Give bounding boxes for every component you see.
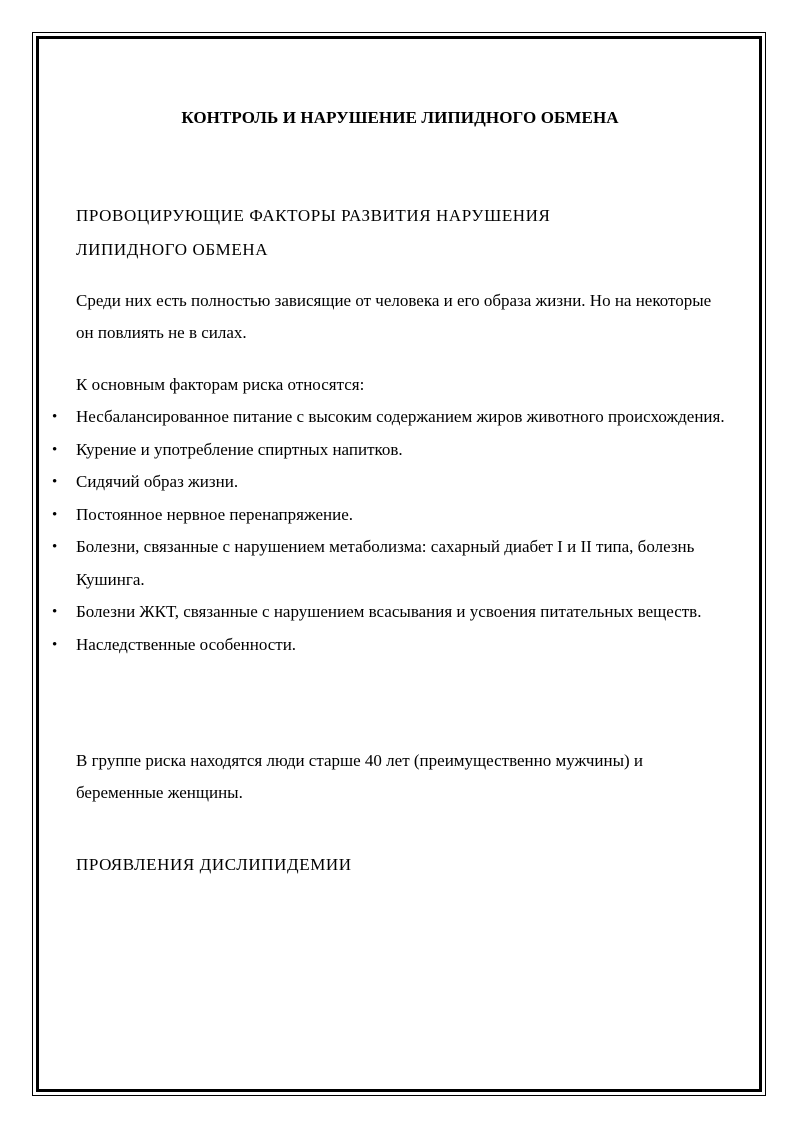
- list-item: [0, 434, 726, 467]
- section-heading-dyslipidemia: ПРОЯВЛЕНИЯ ДИСЛИПИДЕМИИ: [76, 855, 352, 874]
- bullet-icon: •: [52, 506, 58, 523]
- intro-paragraph: Среди них есть полностью зависящие от человека и его образа жизни. Но на некоторые он повлиять не в силах.: [76, 291, 712, 342]
- bullet-icon: •: [52, 409, 58, 425]
- list-item: [0, 466, 726, 499]
- list-item-text: Постоянное нервное перенапряжение.: [76, 504, 353, 524]
- risk-group-paragraph: В группе риска находятся люди старше 40 лет (преимущественно мужчины) и беременные женщины.: [76, 751, 644, 802]
- list-item-text: Курение и употребление спиртных напитков.: [76, 439, 403, 459]
- list-item: [0, 499, 726, 532]
- list-item-text: Сидячий образ жизни.: [76, 472, 239, 491]
- list-item: [0, 401, 726, 434]
- bullet-icon: •: [52, 604, 58, 620]
- bullet-icon: •: [52, 636, 58, 653]
- list-item-text: Болезни, связанные с нарушением метаболизма: сахарный диабет I и II типа, болезнь Кушинга.: [76, 537, 695, 589]
- list-item-text: Болезни ЖКТ, связанные с нарушением всасывания и усвоения питательных веществ.: [76, 602, 702, 621]
- bullet-icon: •: [52, 441, 58, 458]
- list-item-text: Несбалансированное питание с высоким содержанием жиров животного происхождения.: [76, 407, 725, 426]
- risk-factor-list: [0, 401, 726, 661]
- list-item: [0, 531, 726, 596]
- list-item: [0, 629, 726, 662]
- section-heading-line-1: ПРОВОЦИРУЮЩИЕ ФАКТОРЫ РАЗВИТИЯ НАРУШЕНИЯ: [76, 206, 551, 225]
- list-item: [0, 596, 726, 629]
- list-lead-paragraph: К основным факторам риска относятся:: [76, 375, 365, 394]
- list-item-text: Наследственные особенности.: [76, 634, 297, 654]
- document-title: КОНТРОЛЬ И НАРУШЕНИЕ ЛИПИДНОГО ОБМЕНА: [181, 108, 619, 127]
- bullet-icon: •: [52, 474, 58, 490]
- section-heading-line-2: ЛИПИДНОГО ОБМЕНА: [76, 240, 269, 259]
- bullet-icon: •: [52, 539, 58, 555]
